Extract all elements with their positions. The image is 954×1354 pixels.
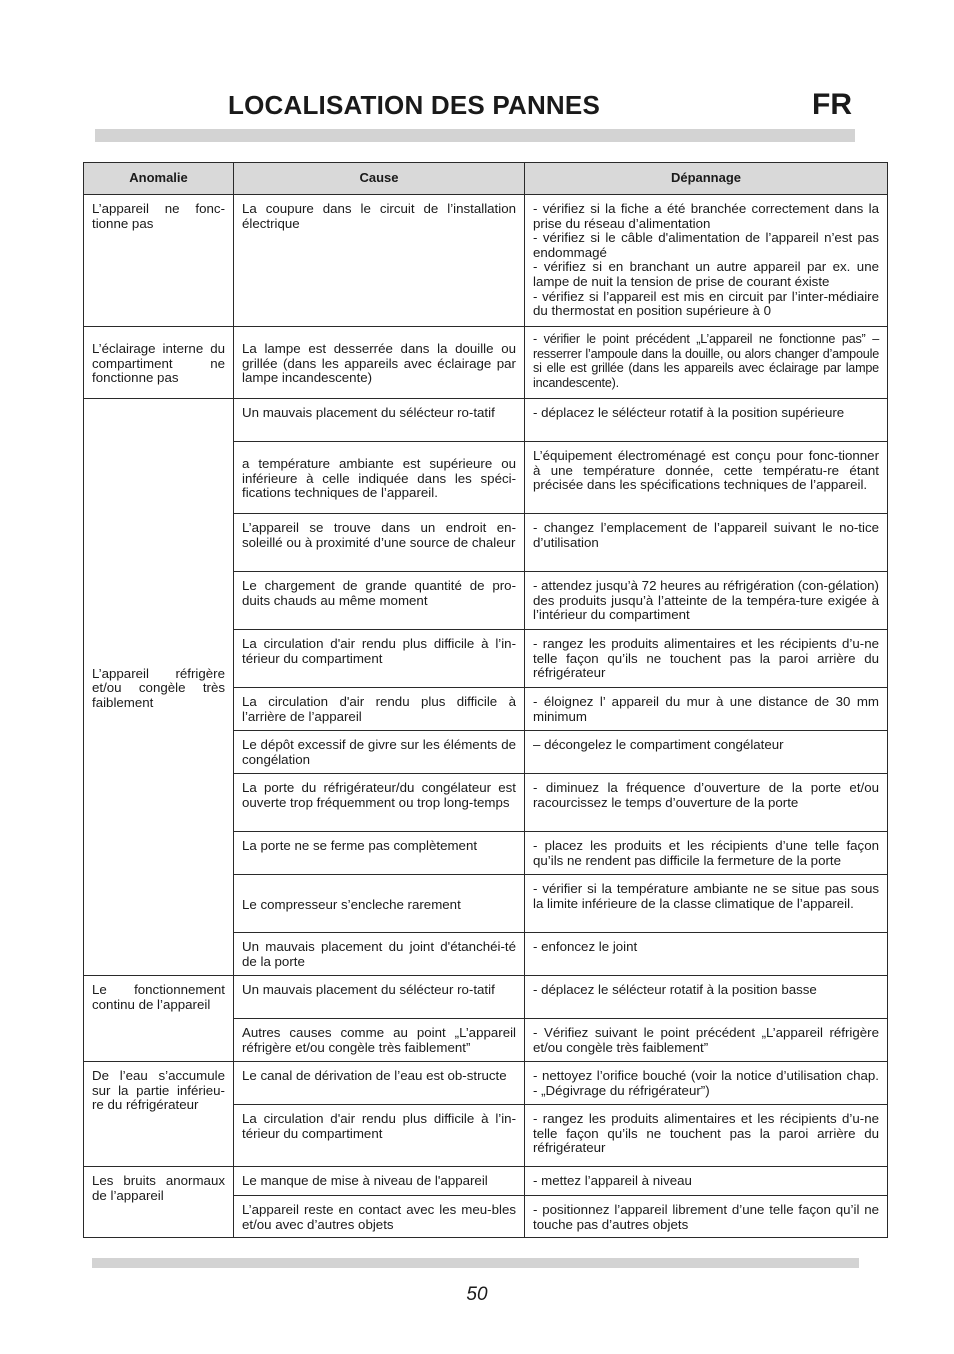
anomaly-cell: De l’eau s’accumule sur la partie inférieu-re du réfrigérateur: [84, 1062, 234, 1167]
cause-cell: Autres causes comme au point „L’appareil réfrigère et/ou congèle très faiblement”: [234, 1019, 525, 1062]
remedy-cell: - rangez les produits alimentaires et les récipients d’u-ne telle façon qu’ils ne touchent pas la paroi arrière du réfrigérateur: [525, 630, 888, 688]
remedy-cell: - nettoyez l’orifice bouché (voir la notice d’utilisation chap. - „Dégivrage du réfrigérateur”): [525, 1062, 888, 1105]
remedy-cell: - Vérifiez suivant le point précédent „L’appareil réfrigère et/ou congèle très faiblement”: [525, 1019, 888, 1062]
cause-cell: Le chargement de grande quantité de pro-duits chauds au même moment: [234, 572, 525, 630]
page-number: 50: [466, 1284, 488, 1305]
cause-cell: La lampe est desserrée dans la douille ou grillée (dans les appareils avec éclairage par lampe incandescente): [234, 327, 525, 399]
cause-cell: La circulation d'air rendu plus difficile à l’in-térieur du compartiment: [234, 1105, 525, 1167]
cause-cell: La porte du réfrigérateur/du congélateur est ouverte trop fréquemment ou trop long-temps: [234, 774, 525, 832]
cause-cell: L’appareil reste en contact avec les meu-bles et/ou avec d’autres objets: [234, 1196, 525, 1238]
remedy-cell: - enfoncez le joint: [525, 933, 888, 976]
cause-cell: L’appareil se trouve dans un endroit en-soleillé ou à proximité d’une source de chaleur: [234, 514, 525, 572]
remedy-cell: - éloignez l’ appareil du mur à une distance de 30 mm minimum: [525, 688, 888, 731]
cause-cell: Le dépôt excessif de givre sur les éléments de congélation: [234, 731, 525, 774]
anomaly-cell: L’appareil réfrigère et/ou congèle très faiblement: [84, 399, 234, 976]
table-row: [84, 1167, 888, 1196]
cause-cell: La porte ne se ferme pas complètement: [234, 832, 525, 875]
remedy-cell: - placez les produits et les récipients d’une telle façon qu’ils ne rendent pas difficile la fermeture de la porte: [525, 832, 888, 875]
cause-cell: La coupure dans le circuit de l’installation électrique: [234, 195, 525, 327]
footer-divider-bar: [92, 1258, 859, 1268]
cause-cell: La circulation d'air rendu plus difficile à l’in-térieur du compartiment: [234, 630, 525, 688]
cause-cell: Le compresseur s’encleche rarement: [234, 875, 525, 933]
cause-cell: Un mauvais placement du sélécteur ro-tatif: [234, 399, 525, 442]
cause-cell: Le manque de mise à niveau de l'appareil: [234, 1167, 525, 1196]
remedy-cell: - mettez l’appareil à niveau: [525, 1167, 888, 1196]
remedy-cell: - diminuez la fréquence d’ouverture de la porte et/ou racourcissez le temps d’ouverture de la porte: [525, 774, 888, 832]
cause-cell: La circulation d'air rendu plus difficile à l’arrière de l’appareil: [234, 688, 525, 731]
remedy-cell: - rangez les produits alimentaires et les récipients d’u-ne telle façon qu’ils ne touchent pas la paroi arrière du réfrigérateur: [525, 1105, 888, 1167]
column-header-cause: Cause: [234, 163, 525, 195]
remedy-cell: - vérifier le point précédent „L’appareil ne fonctionne pas” – resserrer l’ampoule dans la douille, ou alors changer d’ampoule si elle est grillée (dans les appareils avec éclairage par lampe incandescente).: [525, 327, 888, 399]
column-header-remedy: Dépannage: [525, 163, 888, 195]
table-row: [84, 976, 888, 1019]
language-code: FR: [812, 88, 852, 121]
remedy-cell: L’équipement électroménagé est conçu pour fonc-tionner à une température donnée, cette températu-re étant précisée dans les spécifications techniques de l’appareil.: [525, 442, 888, 514]
cause-cell: Un mauvais placement du joint d'étanchéi-té de la porte: [234, 933, 525, 976]
remedy-cell: - vérifiez si la fiche a été branchée correctement dans la prise du réseau d’alimentation - vérifiez si le câble d'alimentation de l’appareil n’est pas endommagé - vérifiez si en branchant un autre appareil par ex. une lampe de nuit la tension de prise de courant éxiste - vérifiez si l’appareil est mis en circuit par l’inter-médiaire du thermostat en position supérieure à 0: [525, 195, 888, 327]
remedy-cell: - vérifier si la température ambiante ne se situe pas sous la limite inférieure de la classe climatique de l’appareil.: [525, 875, 888, 933]
remedy-cell: - attendez jusqu’à 72 heures au réfrigération (con-gélation) des produits jusqu’à l’atteinte de la tempéra-ture exigée à l’intérieur du compartiment: [525, 572, 888, 630]
remedy-cell: - changez l’emplacement de l’appareil suivant le no-tice d’utilisation: [525, 514, 888, 572]
table-row: [84, 327, 888, 399]
remedy-cell: – décongelez le compartiment congélateur: [525, 731, 888, 774]
cause-cell: Un mauvais placement du sélécteur ro-tatif: [234, 976, 525, 1019]
table-header-row: [84, 163, 888, 195]
table-row: [84, 195, 888, 327]
page-title: LOCALISATION DES PANNES: [228, 90, 600, 120]
anomaly-cell: Le fonctionnement continu de l’appareil: [84, 976, 234, 1062]
anomaly-cell: Les bruits anormaux de l’appareil: [84, 1167, 234, 1238]
header-divider-bar: [95, 129, 855, 142]
remedy-cell: - déplacez le sélécteur rotatif à la position basse: [525, 976, 888, 1019]
cause-cell: a température ambiante est supérieure ou inférieure à celle indiquée dans les spéci-fications techniques de l’appareil.: [234, 442, 525, 514]
anomaly-cell: L’éclairage interne du compartiment ne fonctionne pas: [84, 327, 234, 399]
table-row: [84, 399, 888, 442]
troubleshooting-table: [83, 162, 888, 1238]
column-header-anomaly: Anomalie: [84, 163, 234, 195]
table-row: [84, 1062, 888, 1105]
anomaly-cell: L’appareil ne fonc-tionne pas: [84, 195, 234, 327]
cause-cell: Le canal de dérivation de l’eau est ob-structe: [234, 1062, 525, 1105]
remedy-cell: - positionnez l’appareil librement d’une telle façon qu’il ne touche pas d’autres objets: [525, 1196, 888, 1238]
remedy-cell: - déplacez le sélécteur rotatif à la position supérieure: [525, 399, 888, 442]
